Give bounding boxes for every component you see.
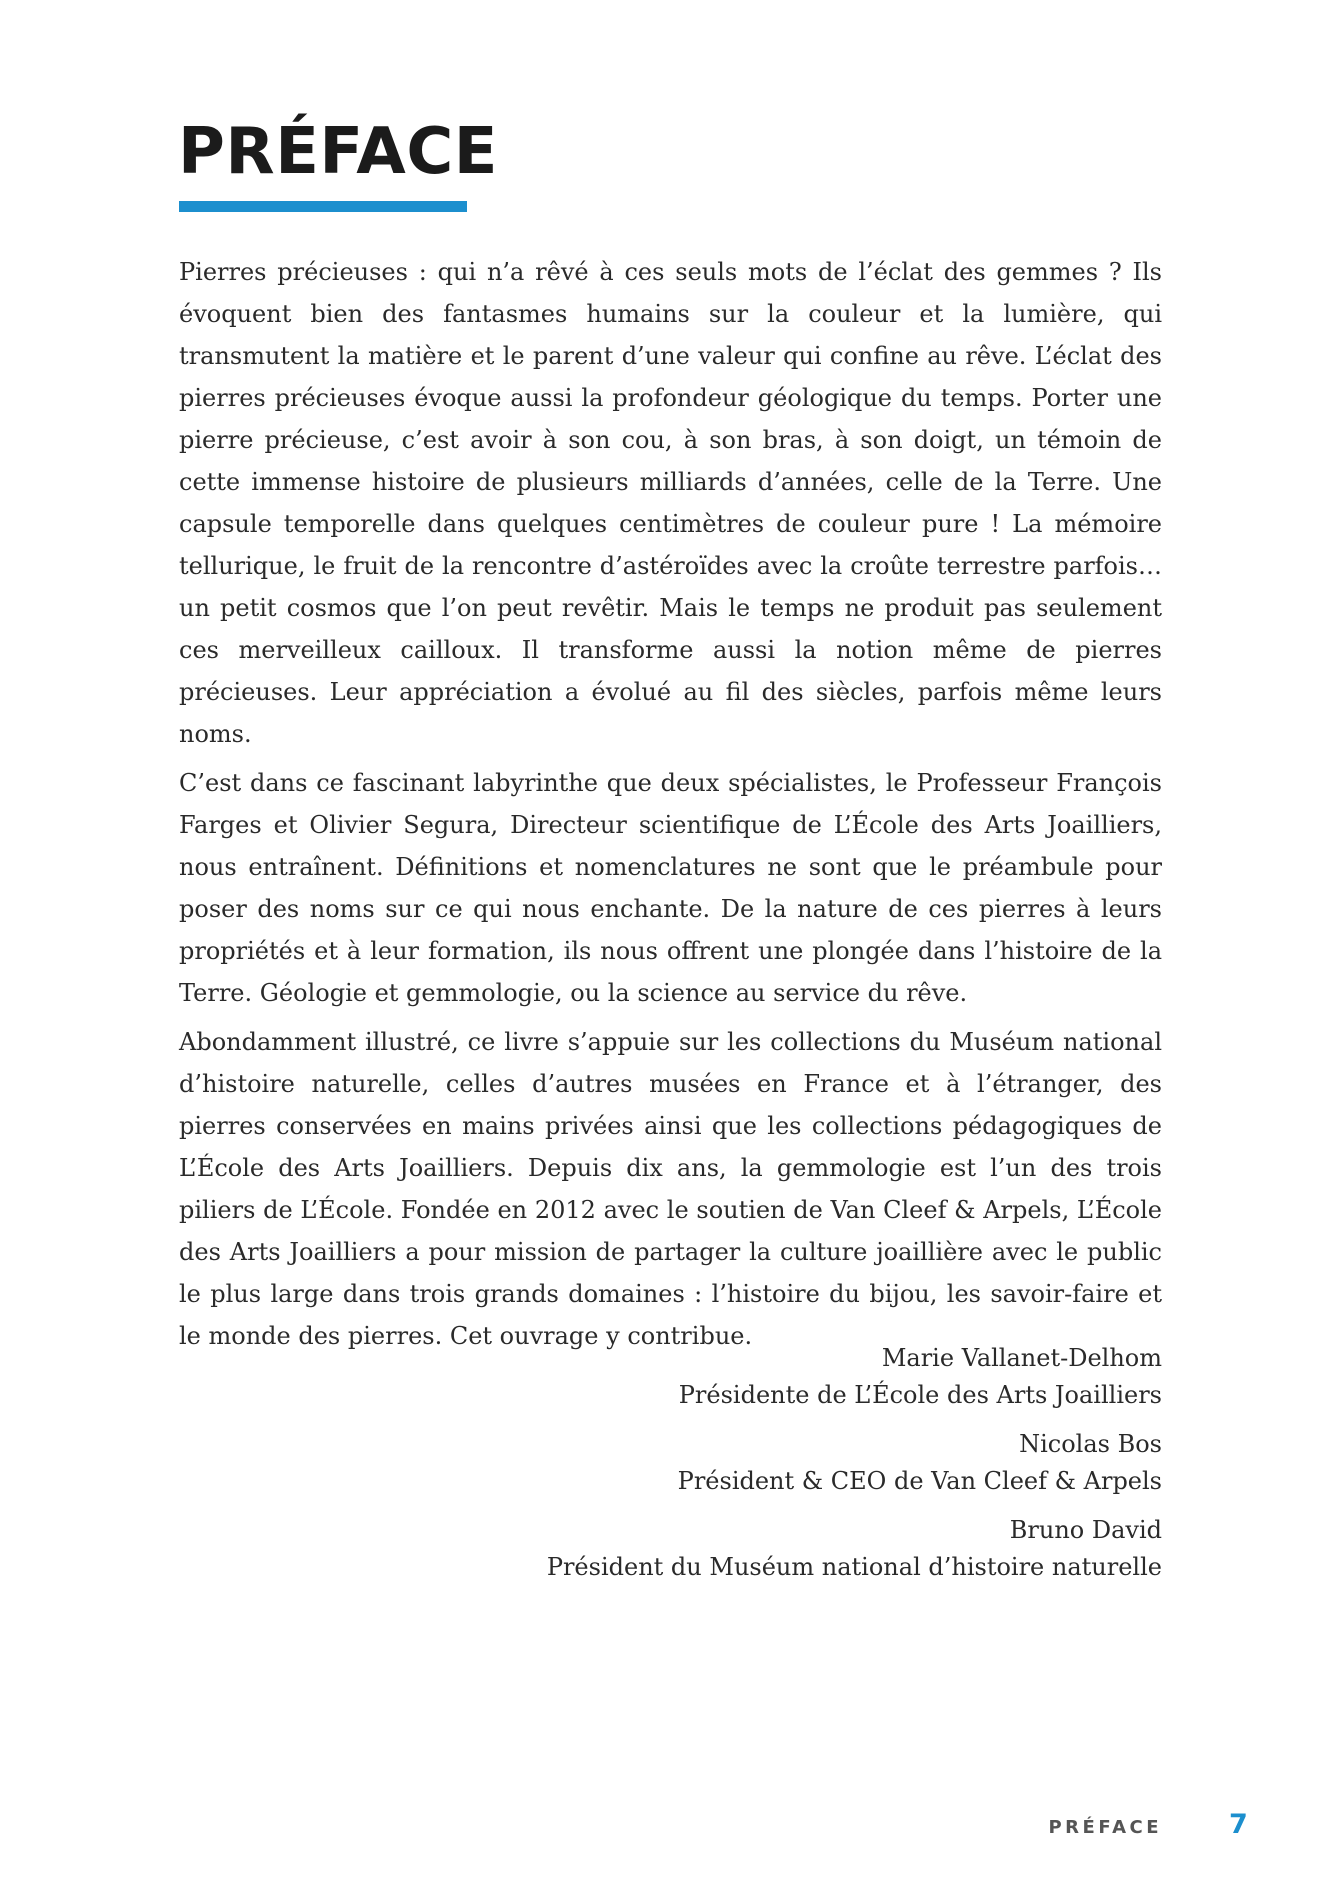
signatory-name: Bruno David: [1009, 1516, 1162, 1544]
signature: [362, 1426, 1162, 1500]
signatory-role: Président du Muséum national d’histoire naturelle: [546, 1553, 1162, 1581]
signatory-role: Présidente de L’École des Arts Joailliers: [678, 1381, 1162, 1409]
paragraph: C’est dans ce fascinant labyrinthe que deux spécialistes, le Professeur François Farges et Olivier Segura, Directeur scientifique de L’École des Arts Joailliers, nous entraînent. Définitions et nomenclatures ne sont que le préambule pour poser des noms sur ce qui nous enchante. De la nature de ces pierres à leurs propriétés et à leur formation, ils nous offrent une plongée dans l’histoire de la Terre. Géologie et gemmologie, ou la science au service du rêve.: [179, 769, 1162, 1007]
preface-body: [179, 251, 1162, 1364]
signatory-name: Marie Vallanet-Delhom: [881, 1344, 1162, 1372]
page-title: PRÉFACE: [178, 115, 498, 189]
signature: [362, 1512, 1162, 1586]
paragraph: Abondamment illustré, ce livre s’appuie sur les collections du Muséum national d’histoire naturelle, celles d’autres musées en France et à l’étranger, des pierres conservées en mains privées ainsi que les collections pédagogiques de L’École des Arts Joailliers. Depuis dix ans, la gemmologie est l’un des trois piliers de L’École. Fondée en 2012 avec le soutien de Van Cleef & Arpels, L’École des Arts Joailliers a pour mission de partager la culture joaillière avec le public le plus large dans trois grands domaines : l’histoire du bijou, les savoir-faire et le monde des pierres. Cet ouvrage y contribue.: [179, 1028, 1162, 1350]
signatory-name: Nicolas Bos: [1019, 1430, 1162, 1458]
signatory-role: Président & CEO de Van Cleef & Arpels: [677, 1467, 1162, 1495]
signature-block: [362, 1340, 1162, 1598]
running-footer-section: PRÉFACE: [1048, 1817, 1162, 1838]
title-underline-rule: [179, 201, 467, 212]
paragraph: Pierres précieuses : qui n’a rêvé à ces seuls mots de l’éclat des gemmes ? Ils évoquent bien des fantasmes humains sur la couleur et la lumière, qui transmutent la matière et le parent d’une valeur qui confine au rêve. L’éclat des pierres précieuses évoque aussi la profondeur géologique du temps. Porter une pierre précieuse, c’est avoir à son cou, à son bras, à son doigt, un témoin de cette immense histoire de plusieurs milliards d’années, celle de la Terre. Une capsule temporelle dans quelques centimètres de couleur pure ! La mémoire tellurique, le fruit de la rencontre d’astéroïdes avec la croûte terrestre parfois… un petit cosmos que l’on peut revêtir. Mais le temps ne produit pas seulement ces merveilleux cailloux. Il transforme aussi la notion même de pierres précieuses. Leur appréciation a évolué au fil des siècles, parfois même leurs noms.: [179, 258, 1162, 748]
signature: [362, 1340, 1162, 1414]
page-number: 7: [1229, 1809, 1248, 1840]
